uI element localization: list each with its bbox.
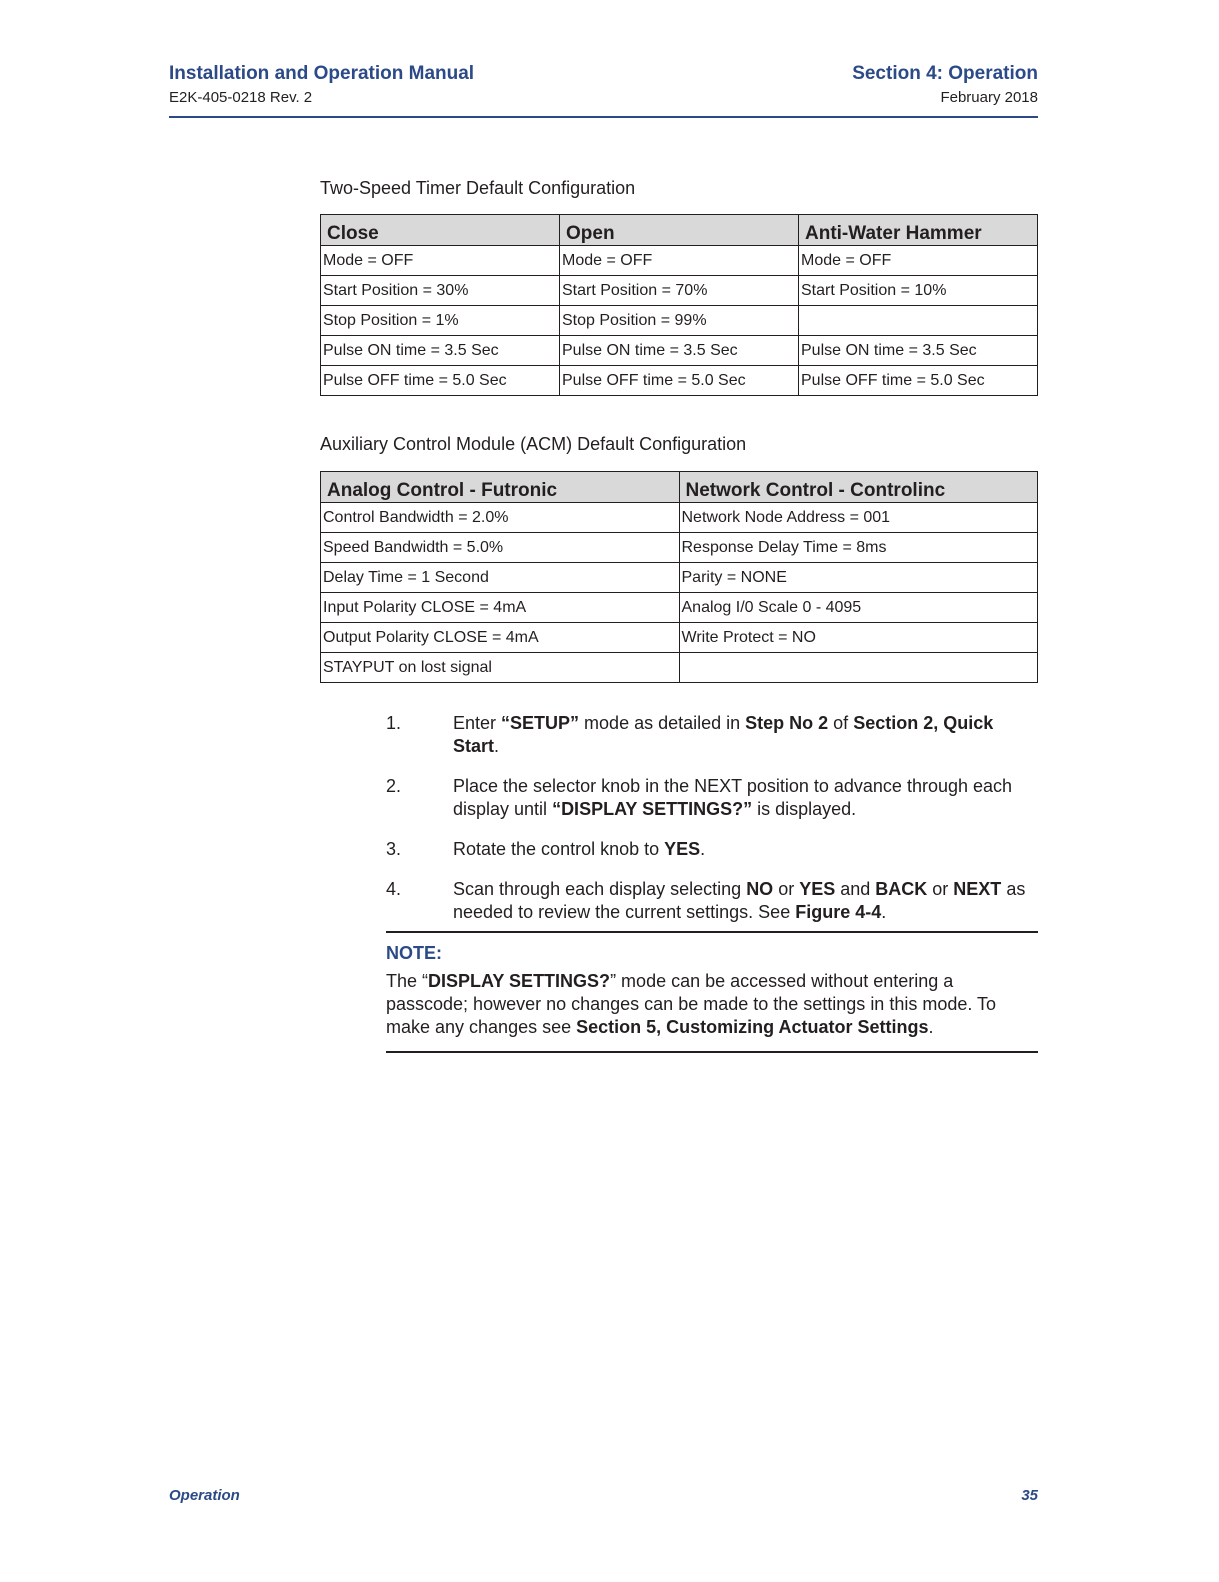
- table-cell: Start Position = 30%: [321, 276, 560, 306]
- step-item: [386, 775, 1038, 821]
- note-label: NOTE:: [386, 943, 442, 963]
- table-cell: Mode = OFF: [560, 246, 799, 276]
- table-cell: Analog I/0 Scale 0 - 4095: [679, 593, 1038, 623]
- table-row: [321, 593, 1038, 623]
- table-row: [321, 623, 1038, 653]
- column-header: Open: [560, 215, 799, 246]
- section-title: Section 4: Operation: [852, 63, 1038, 84]
- table-cell: Pulse ON time = 3.5 Sec: [321, 336, 560, 366]
- table-row: [321, 503, 1038, 533]
- page-number: 35: [1021, 1487, 1038, 1504]
- step-number: 1.: [386, 713, 402, 733]
- table-cell: Pulse OFF time = 5.0 Sec: [321, 366, 560, 396]
- footer-section: Operation: [169, 1487, 240, 1504]
- table-cell: Input Polarity CLOSE = 4mA: [321, 593, 680, 623]
- step-item: [386, 712, 1038, 758]
- table-cell: Delay Time = 1 Second: [321, 563, 680, 593]
- table-row: [321, 653, 1038, 683]
- step-text: Enter “SETUP” mode as detailed in Step No 2 of Section 2, Quick Start.: [453, 713, 994, 756]
- table-header-row: [321, 472, 1038, 503]
- procedure-steps: [386, 712, 1038, 941]
- table-cell: Stop Position = 99%: [560, 306, 799, 336]
- table-cell: Write Protect = NO: [679, 623, 1038, 653]
- table-cell: Start Position = 10%: [799, 276, 1038, 306]
- step-text: Scan through each display selecting NO or YES and BACK or NEXT as needed to review the current settings. See Figure 4-4.: [453, 879, 1026, 922]
- table-cell: Stop Position = 1%: [321, 306, 560, 336]
- header-rule: [169, 116, 1038, 118]
- table-row: [321, 563, 1038, 593]
- note-box: [386, 931, 1038, 1053]
- step-number: 4.: [386, 879, 402, 899]
- table-row: [321, 366, 1038, 396]
- table-cell: Mode = OFF: [321, 246, 560, 276]
- table-cell: [679, 653, 1038, 683]
- column-header: Network Control - Controlinc: [679, 472, 1038, 503]
- table-cell: Response Delay Time = 8ms: [679, 533, 1038, 563]
- acm-table-caption: Auxiliary Control Module (ACM) Default Configuration: [320, 434, 747, 454]
- table-cell: Control Bandwidth = 2.0%: [321, 503, 680, 533]
- step-number: 2.: [386, 776, 402, 796]
- timer-table-caption: Two-Speed Timer Default Configuration: [320, 178, 636, 198]
- table-cell: Speed Bandwidth = 5.0%: [321, 533, 680, 563]
- table-cell: Parity = NONE: [679, 563, 1038, 593]
- document-number: E2K-405-0218 Rev. 2: [169, 89, 313, 106]
- table-cell: Pulse ON time = 3.5 Sec: [560, 336, 799, 366]
- table-cell: STAYPUT on lost signal: [321, 653, 680, 683]
- table-cell: Mode = OFF: [799, 246, 1038, 276]
- step-number: 3.: [386, 839, 402, 859]
- step-item: [386, 878, 1038, 924]
- table-cell: Pulse OFF time = 5.0 Sec: [799, 366, 1038, 396]
- step-text: Rotate the control knob to YES.: [453, 839, 706, 859]
- table-cell: [799, 306, 1038, 336]
- manual-title: Installation and Operation Manual: [169, 63, 475, 84]
- table-row: [321, 533, 1038, 563]
- document-date: February 2018: [940, 89, 1038, 106]
- timer-config-table: [320, 214, 1038, 396]
- step-text: Place the selector knob in the NEXT position to advance through each display until “DISPLAY SETTINGS?” is displayed.: [453, 776, 1013, 819]
- table-cell: Pulse OFF time = 5.0 Sec: [560, 366, 799, 396]
- column-header: Anti-Water Hammer: [799, 215, 1038, 246]
- acm-config-table: [320, 471, 1038, 683]
- table-cell: Pulse ON time = 3.5 Sec: [799, 336, 1038, 366]
- table-cell: Network Node Address = 001: [679, 503, 1038, 533]
- table-header-row: [321, 215, 1038, 246]
- table-cell: Output Polarity CLOSE = 4mA: [321, 623, 680, 653]
- note-text: The “DISPLAY SETTINGS?” mode can be accessed without entering a passcode; however no changes can be made to the settings in this mode. To make any changes see Section 5, Customizing Actuator Settings.: [386, 971, 997, 1037]
- step-item: [386, 838, 1038, 861]
- table-row: [321, 276, 1038, 306]
- table-cell: Start Position = 70%: [560, 276, 799, 306]
- table-row: [321, 336, 1038, 366]
- column-header: Analog Control - Futronic: [321, 472, 680, 503]
- table-row: [321, 306, 1038, 336]
- table-row: [321, 246, 1038, 276]
- column-header: Close: [321, 215, 560, 246]
